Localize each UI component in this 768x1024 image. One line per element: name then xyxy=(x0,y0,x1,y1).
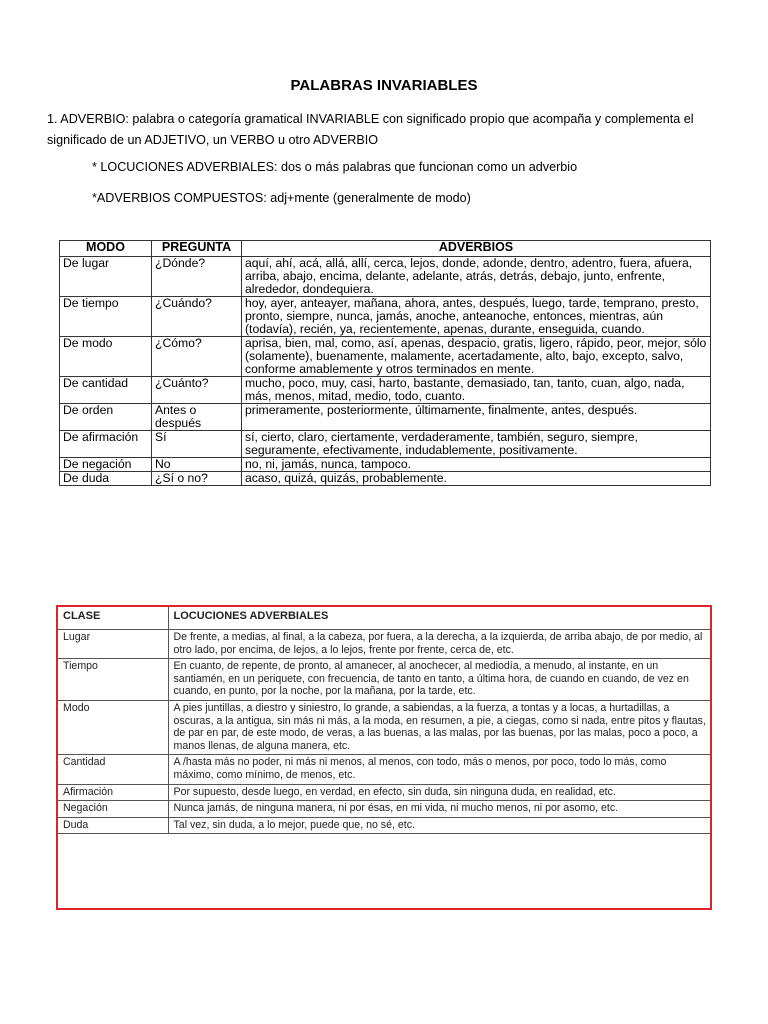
pregunta-cell: No xyxy=(152,458,242,472)
modo-cell: De orden xyxy=(60,404,152,431)
modo-cell: De negación xyxy=(60,458,152,472)
table-row xyxy=(58,630,710,659)
clase-cell: Lugar xyxy=(58,630,168,659)
header-locuciones: LOCUCIONES ADVERBIALES xyxy=(168,607,710,630)
table-row xyxy=(60,297,711,337)
clase-cell: Tiempo xyxy=(58,659,168,701)
pregunta-cell: Antes o después xyxy=(152,404,242,431)
clase-cell: Afirmación xyxy=(58,784,168,801)
table-row xyxy=(58,700,710,754)
pregunta-cell: ¿Cómo? xyxy=(152,337,242,377)
clase-cell: Negación xyxy=(58,801,168,818)
locuciones-cell: A pies juntillas, a diestro y siniestro, lo grande, a sabiendas, a la fuerza, a tontas y a locas, a hurtadillas, a oscuras, a la antigua, sin más ni más, a la moda, en resumen, a pie, a ciegas, como si nada, entre pitos y flautas, de par en par, de este modo, de veras, a las buenas, a las malas, por las buenas, por las malas, poco a poco, a manos llenas, de alguna manera, etc. xyxy=(168,700,710,754)
locuciones-cell: A /hasta más no poder, ni más ni menos, al menos, con todo, más o menos, por poco, todo lo más, como máximo, como mínimo, de menos, etc. xyxy=(168,755,710,784)
modo-cell: De cantidad xyxy=(60,377,152,404)
modo-cell: De lugar xyxy=(60,257,152,297)
adverbios-cell: aprisa, bien, mal, como, así, apenas, despacio, gratis, ligero, rápido, peor, mejor, sólo (solamente), buenamente, malamente, acertadamente, alto, bajo, excepto, salvo, conforme amablemente y otros terminados en mente. xyxy=(242,337,711,377)
modo-cell: De modo xyxy=(60,337,152,377)
adverbios-cell: no, ni, jamás, nunca, tampoco. xyxy=(242,458,711,472)
header-clase: CLASE xyxy=(58,607,168,630)
table-header-row xyxy=(60,241,711,257)
table-row xyxy=(58,659,710,701)
adverbios-cell: acaso, quizá, quizás, probablemente. xyxy=(242,472,711,486)
locuciones-table-frame xyxy=(56,605,712,910)
table-row xyxy=(60,404,711,431)
locuciones-table xyxy=(58,607,710,834)
clase-cell: Cantidad xyxy=(58,755,168,784)
table-row xyxy=(58,801,710,818)
table-header-row xyxy=(58,607,710,630)
table-row xyxy=(60,377,711,404)
modo-cell: De afirmación xyxy=(60,431,152,458)
pregunta-cell: Sí xyxy=(152,431,242,458)
table-row xyxy=(58,784,710,801)
locuciones-cell: De frente, a medias, al final, a la cabeza, por fuera, a la derecha, a la izquierda, de arriba abajo, de por medio, al otro lado, por encima, de lejos, a lo lejos, frente por frente, cerca de, etc. xyxy=(168,630,710,659)
adverbios-cell: primeramente, posteriormente, últimamente, finalmente, antes, después. xyxy=(242,404,711,431)
locuciones-cell: En cuanto, de repente, de pronto, al amanecer, al anochecer, al mediodía, a menudo, al instante, en un santiamén, en un periquete, con frecuencia, de tanto en tanto, a última hora, de cuando en cuando, de vez en cuando, en punto, por la noche, por la mañana, por la tarde, etc. xyxy=(168,659,710,701)
header-pregunta: PREGUNTA xyxy=(152,241,242,257)
header-modo: MODO xyxy=(60,241,152,257)
bullet-compuestos: *ADVERBIOS COMPUESTOS: adj+mente (generalmente de modo) xyxy=(92,191,471,205)
locuciones-cell: Tal vez, sin duda, a lo mejor, puede que, no sé, etc. xyxy=(168,817,710,834)
adverbios-cell: hoy, ayer, anteayer, mañana, ahora, antes, después, luego, tarde, temprano, presto, pronto, siempre, nunca, jamás, anoche, anteanoche, entonces, mientras, aún (todavía), recién, ya, recientemente, apenas, durante, enseguida, cuando. xyxy=(242,297,711,337)
modo-cell: De duda xyxy=(60,472,152,486)
adverbios-cell: sí, cierto, claro, ciertamente, verdaderamente, también, seguro, siempre, seguramente, efectivamente, indudablemente, positivamente. xyxy=(242,431,711,458)
pregunta-cell: ¿Cuánto? xyxy=(152,377,242,404)
locuciones-cell: Por supuesto, desde luego, en verdad, en efecto, sin duda, sin ninguna duda, en realidad, etc. xyxy=(168,784,710,801)
locuciones-cell: Nunca jamás, de ninguna manera, ni por ésas, en mi vida, ni mucho menos, ni por asomo, etc. xyxy=(168,801,710,818)
adverbios-cell: aquí, ahí, acá, allá, allí, cerca, lejos, donde, adonde, dentro, adentro, fuera, afuera, arriba, abajo, encima, delante, adelante, atrás, detrás, debajo, junto, enfrente, alrededor, dondequiera. xyxy=(242,257,711,297)
table-row xyxy=(60,431,711,458)
intro-paragraph: 1. ADVERBIO: palabra o categoría gramatical INVARIABLE con significado propio que acompaña y complementa el significado de un ADJETIVO, un VERBO u otro ADVERBIO xyxy=(47,112,694,147)
bullet-locuciones: * LOCUCIONES ADVERBIALES: dos o más palabras que funcionan como un adverbio xyxy=(92,160,578,174)
table-row xyxy=(58,755,710,784)
table-row xyxy=(60,472,711,486)
table-row xyxy=(60,458,711,472)
adverbios-table xyxy=(59,240,711,486)
page-title: PALABRAS INVARIABLES xyxy=(290,77,478,94)
clase-cell: Modo xyxy=(58,700,168,754)
table-row xyxy=(60,257,711,297)
table-row xyxy=(58,817,710,834)
pregunta-cell: ¿Sí o no? xyxy=(152,472,242,486)
table-row xyxy=(60,337,711,377)
pregunta-cell: ¿Dónde? xyxy=(152,257,242,297)
adverbios-cell: mucho, poco, muy, casi, harto, bastante, demasiado, tan, tanto, cuan, algo, nada, más, menos, mitad, medio, todo, cuanto. xyxy=(242,377,711,404)
clase-cell: Duda xyxy=(58,817,168,834)
header-adverbios: ADVERBIOS xyxy=(242,241,711,257)
pregunta-cell: ¿Cuándo? xyxy=(152,297,242,337)
modo-cell: De tiempo xyxy=(60,297,152,337)
